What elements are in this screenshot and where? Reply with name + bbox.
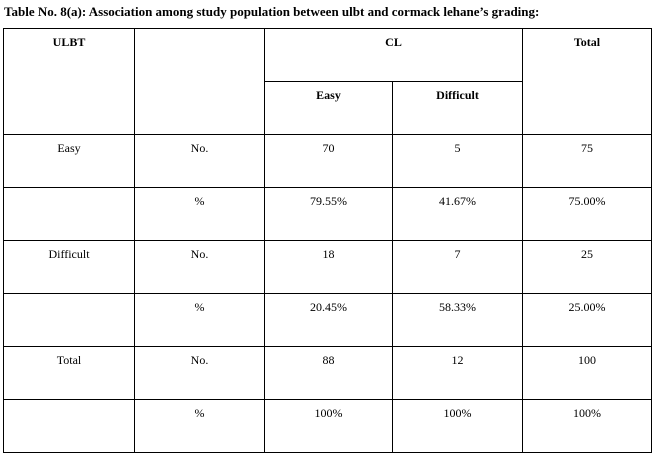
row-group xyxy=(4,188,134,194)
row-group xyxy=(4,294,134,300)
header-cl-difficult xyxy=(393,82,523,135)
table-row xyxy=(4,347,652,400)
row-group: Easy xyxy=(57,141,81,155)
table-row xyxy=(4,135,652,188)
table-row xyxy=(4,188,652,241)
row-stat: % xyxy=(194,300,205,314)
row-total-value: 25.00% xyxy=(568,300,606,314)
row-total-cell xyxy=(523,347,652,400)
row-group: Total xyxy=(56,353,82,367)
row-easy-cell xyxy=(265,188,393,241)
row-difficult-value: 41.67% xyxy=(439,194,476,208)
row-total-cell xyxy=(523,188,652,241)
row-total-value: 75.00% xyxy=(568,194,606,208)
header-total-label: Total xyxy=(573,35,601,49)
row-total-value: 75 xyxy=(581,141,594,155)
row-stat-cell xyxy=(135,188,265,241)
header-cl-label: CL xyxy=(385,35,402,49)
row-group-cell xyxy=(4,347,135,400)
row-stat: No. xyxy=(190,141,209,155)
row-easy-value: 20.45% xyxy=(310,300,347,314)
row-total-value: 100 xyxy=(578,353,597,367)
row-stat: No. xyxy=(190,353,209,367)
row-stat: No. xyxy=(190,247,209,261)
row-difficult-value: 12 xyxy=(451,353,464,367)
row-group-cell xyxy=(4,188,135,241)
row-group-cell xyxy=(4,294,135,347)
association-table xyxy=(3,28,652,453)
row-group: Difficult xyxy=(48,247,90,261)
header-blank-label xyxy=(135,29,264,35)
row-stat-cell xyxy=(135,241,265,294)
row-easy-value: 18 xyxy=(322,247,335,261)
row-difficult-value: 58.33% xyxy=(439,300,476,314)
row-total-cell xyxy=(523,294,652,347)
row-easy-cell xyxy=(265,347,393,400)
row-easy-cell xyxy=(265,241,393,294)
row-stat-cell xyxy=(135,347,265,400)
header-cl xyxy=(265,29,523,82)
row-difficult-cell xyxy=(393,347,523,400)
row-group xyxy=(4,400,134,406)
row-easy-cell xyxy=(265,294,393,347)
header-ulbt-label: ULBT xyxy=(52,35,86,49)
table-row xyxy=(4,294,652,347)
row-difficult-value: 7 xyxy=(454,247,461,261)
row-stat-cell xyxy=(135,400,265,453)
header-blank xyxy=(135,29,265,135)
row-total-cell xyxy=(523,135,652,188)
table-row xyxy=(4,400,652,453)
header-ulbt xyxy=(4,29,135,135)
row-group-cell xyxy=(4,400,135,453)
row-easy-value: 100% xyxy=(314,406,343,420)
table-caption: Table No. 8(a): Association among study population between ulbt and cormack lehane’s grading: xyxy=(4,4,540,19)
row-total-value: 25 xyxy=(581,247,594,261)
row-total-cell xyxy=(523,400,652,453)
row-stat-cell xyxy=(135,135,265,188)
header-cl-easy-label: Easy xyxy=(316,88,341,102)
row-difficult-cell xyxy=(393,294,523,347)
row-easy-value: 79.55% xyxy=(310,194,347,208)
row-difficult-cell xyxy=(393,188,523,241)
header-cl-difficult-label: Difficult xyxy=(436,88,479,102)
row-difficult-cell xyxy=(393,400,523,453)
row-difficult-value: 5 xyxy=(454,141,461,155)
header-cl-easy xyxy=(265,82,393,135)
row-easy-value: 70 xyxy=(322,141,335,155)
row-group-cell xyxy=(4,241,135,294)
row-difficult-value: 100% xyxy=(443,406,472,420)
row-group-cell xyxy=(4,135,135,188)
row-easy-cell xyxy=(265,400,393,453)
row-easy-value: 88 xyxy=(322,353,335,367)
row-stat: % xyxy=(194,406,205,420)
row-stat: % xyxy=(194,194,205,208)
row-total-value: 100% xyxy=(573,406,602,420)
row-total-cell xyxy=(523,241,652,294)
row-difficult-cell xyxy=(393,241,523,294)
row-easy-cell xyxy=(265,135,393,188)
row-difficult-cell xyxy=(393,135,523,188)
header-total xyxy=(523,29,652,135)
table-row xyxy=(4,241,652,294)
row-stat-cell xyxy=(135,294,265,347)
